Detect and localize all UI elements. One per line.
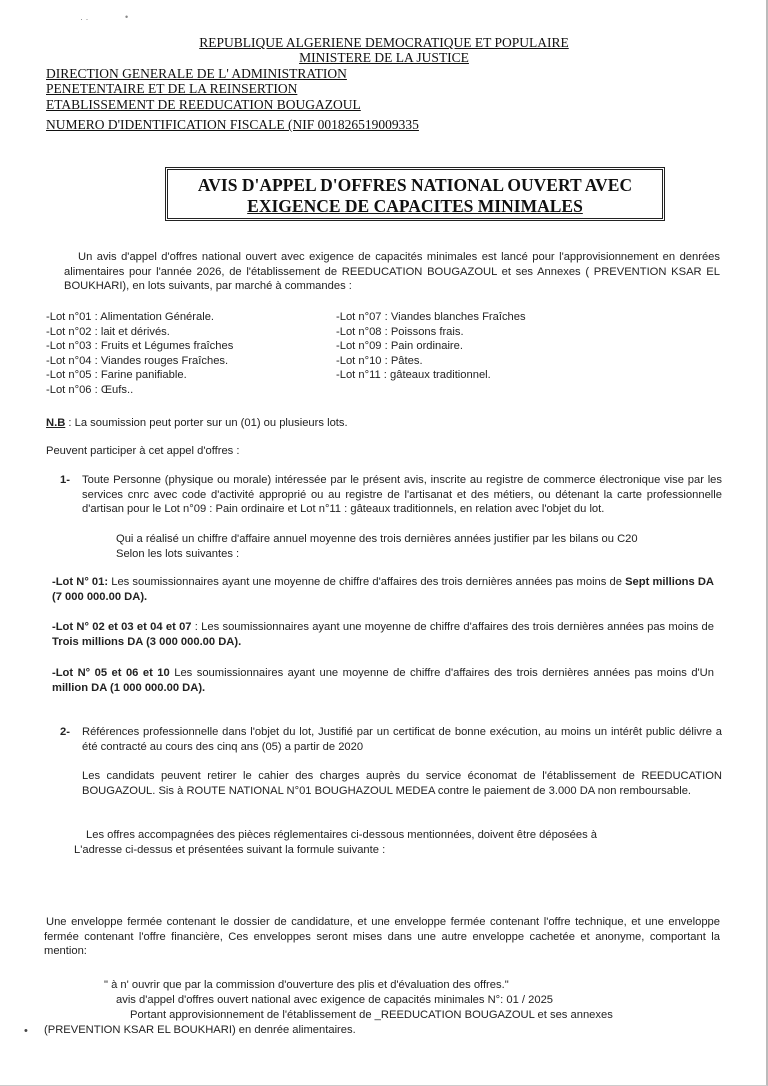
lot-requirement-01	[52, 575, 714, 604]
title-box	[165, 167, 665, 221]
header-direction: DIRECTION GENERALE DE L' ADMINISTRATION	[46, 66, 347, 81]
lot-item: -Lot n°10 : Pâtes.	[336, 354, 423, 367]
nb-text: : La soumission peut porter sur un (01) ou plusieurs lots.	[65, 417, 348, 429]
lot-item: -Lot n°11 : gâteaux traditionnel.	[336, 369, 491, 382]
offres-line-2: L'adresse ci-dessus et présentées suivant la formule suivante :	[74, 844, 386, 856]
nb-label: N.B	[46, 417, 66, 429]
nb-note	[46, 416, 348, 431]
lot-requirement-02	[52, 620, 714, 649]
mention-line-1: " à n' ouvrir que par la commission d'ouverture des plis et d'évaluation des offres."	[104, 979, 509, 991]
header-penitentiary: PENETENTAIRE ET DE LA REINSERTION	[46, 81, 298, 96]
item-1-sub2: Selon les lots suivantes :	[116, 548, 240, 560]
lot-item: -Lot n°07 : Viandes blanches Fraîches	[336, 311, 526, 323]
lot-requirement-amount: million DA (1 000 000.00 DA).	[52, 681, 206, 694]
enveloppe-paragraph: Une enveloppe fermée contenant le dossier de candidature, et une enveloppe fermée contenant l'offre technique, et une enveloppe fermée contenant l'offre financière, Ces enveloppes seront mises dans une autre enveloppe cachetée et anonyme, comportant la mention:	[44, 916, 720, 958]
bullet-dot: •	[24, 1025, 28, 1037]
lot-requirement-text: Les soumissionnaires ayant une moyenne de chiffre d'affaires des trois dernières années pas moins d'Un	[169, 667, 714, 679]
lot-requirement-label: -Lot N° 01:	[52, 576, 109, 588]
mention-line-4: (PREVENTION KSAR EL BOUKHARI) en denrée alimentaires.	[44, 1024, 356, 1036]
intro-paragraph: Un avis d'appel d'offres national ouvert avec exigence de capacités minimales est lancé pour l'approvisionnement en denrées alimentaires pour l'année 2026, de l'établissement de REEDUCATION BOUGAZOUL et ses Annexes ( PREVENTION KSAR EL BOUKHARI), en lots suivants, par marché à commandes :	[64, 251, 720, 293]
lot-item: -Lot n°04 : Viandes rouges Fraîches.	[46, 354, 229, 367]
item-1-number: 1-	[60, 474, 70, 486]
candidats-paragraph: Les candidats peuvent retirer le cahier des charges auprès du service économat de l'établissement de REEDUCATION BOUGAZOUL. Sis à ROUTE NATIONAL N°01 BOUGHAZOUL MEDEA contre le paiement de 3.000 DA non remboursable.	[82, 770, 722, 797]
item-1-sub1: Qui a réalisé un chiffre d'affaire annuel moyenne des trois dernières années justifier par les bilans ou C20	[116, 533, 638, 545]
header-establishment: ETABLISSEMENT DE REEDUCATION BOUGAZOUL	[46, 97, 361, 112]
scan-mark: · ·	[80, 14, 89, 24]
offres-line-1: Les offres accompagnées des pièces réglementaires ci-dessous mentionnées, doivent être déposées à	[86, 829, 597, 841]
mention-line-3: Portant approvisionnement de l'établissement de _REEDUCATION BOUGAZOUL et ses annexes	[130, 1009, 613, 1021]
mention-line-2: avis d'appel d'offres ouvert national avec exigence de capacités minimales N°: 01 / 2025	[116, 994, 554, 1006]
lot-list-right	[336, 310, 526, 383]
lot-item: -Lot n°01 : Alimentation Générale.	[46, 311, 215, 323]
lot-item: -Lot n°02 : lait et dérivés.	[46, 325, 170, 338]
lot-item: -Lot n°09 : Pain ordinaire.	[336, 340, 463, 353]
item-2-number: 2-	[60, 726, 70, 738]
lot-item: -Lot n°08 : Poissons frais.	[336, 325, 464, 338]
scan-mark: •	[125, 12, 129, 22]
header-nif: NUMERO D'IDENTIFICATION FISCALE (NIF 001826519009335	[46, 117, 419, 132]
participants-intro: Peuvent participer à cet appel d'offres :	[46, 445, 240, 457]
item-2-text: Références professionnelle dans l'objet du lot, Justifié par un certificat de bonne exécution, au moins un intérêt public délivre a été contracté au cours des cinq ans (05) a partir de 2020	[82, 726, 722, 753]
lot-requirement-amount: Trois millions DA (3 000 000.00 DA).	[52, 635, 242, 648]
title-line-1: AVIS D'APPEL D'OFFRES NATIONAL OUVERT AVEC	[197, 175, 633, 195]
title-line-2: EXIGENCE DE CAPACITES MINIMALES	[247, 196, 583, 216]
lot-requirement-03	[52, 666, 714, 695]
lot-requirement-text: Les soumissionnaires ayant une moyenne de chiffre d'affaires des trois dernières années pas moins de	[108, 576, 626, 588]
lot-item: -Lot n°05 : Farine panifiable.	[46, 369, 187, 382]
header-ministry: MINISTERE DE LA JUSTICE	[299, 50, 469, 65]
lot-requirement-label: -Lot N° 05 et 06 et 10	[52, 667, 170, 679]
lot-list-left	[46, 310, 233, 398]
lot-item: -Lot n°03 : Fruits et Légumes fraîches	[46, 340, 234, 353]
lot-item: -Lot n°06 : Œufs..	[46, 383, 134, 396]
lot-requirement-text: : Les soumissionnaires ayant une moyenne de chiffre d'affaires des trois dernières années pas moins de	[191, 621, 714, 633]
item-1-text: Toute Personne (physique ou morale) intéressée par le présent avis, inscrite au registre de commerce électronique vise par les services cnrc avec code d'activité approprié ou au registre de l'artisanat et des métiers, ou détenant la carte professionnelle d'artisan pour le Lot n°09 : Pain ordinaire et Lot n°11 : gâteaux traditionnels, en relation avec l'objet du lot.	[82, 474, 722, 516]
lot-requirement-amount: Sept millions DA (7 000 000.00 DA).	[52, 576, 715, 603]
lot-requirement-label: -Lot N° 02 et 03 et 04 et 07	[52, 621, 192, 633]
header-republic: REPUBLIQUE ALGERIENE DEMOCRATIQUE ET POPULAIRE	[199, 35, 569, 50]
